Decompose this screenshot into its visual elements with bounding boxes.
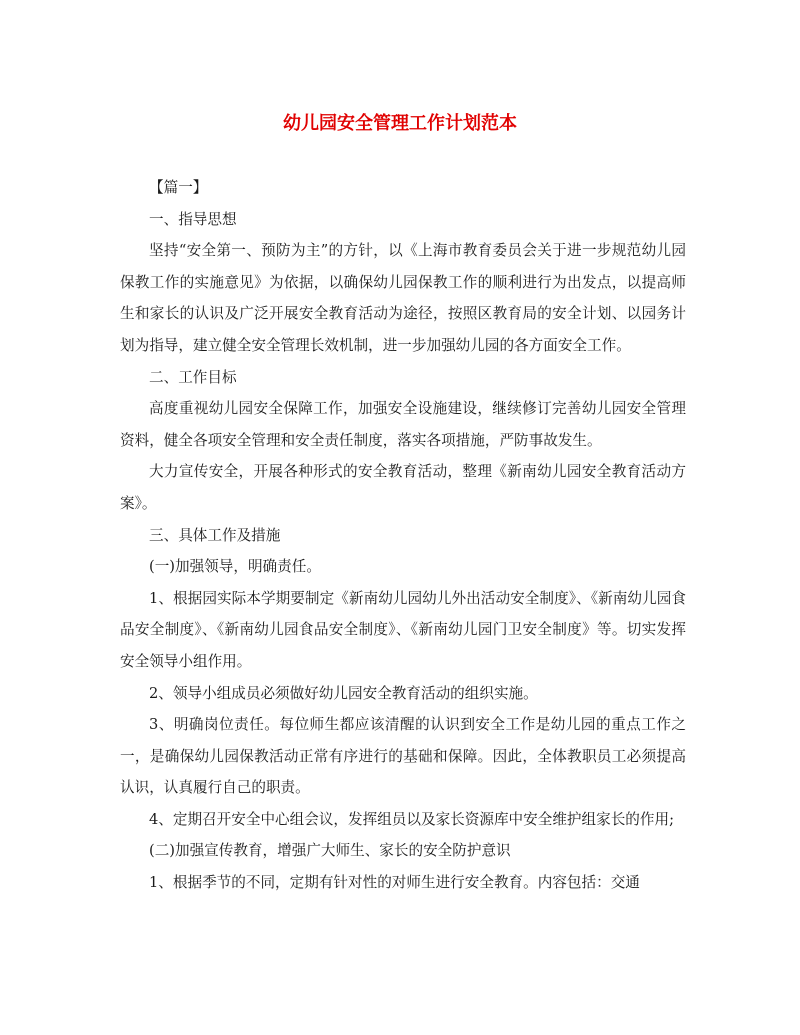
document-title: 幼儿园安全管理工作计划范本 <box>283 113 517 134</box>
section-heading: 二、工作目标 <box>149 368 237 386</box>
paragraph: 3、明确岗位责任。每位师生都应该清醒的认识到安全工作是幼儿园的重点工作之一，是确保幼儿园保教活动正常有序进行的基础和保障。因此，全体教职员工必须提高认识，认真履行自己的职责。 <box>120 716 686 797</box>
paragraph: 坚持“安全第一、预防为主”的方针，以《上海市教育委员会关于进一步规范幼儿园保教工作的实施意见》为依据，以确保幼儿园保教工作的顺利进行为出发点，以提高师生和家长的认识及广泛开展安全教育活动为途径，按照区教育局的安全计划、以园务计划为指导，建立健全安全管理长效机制，进一步加强幼儿园的各方面安全工作。 <box>120 242 686 354</box>
paragraph: 1、根据园实际本学期要制定《新南幼儿园幼儿外出活动安全制度》、《新南幼儿园食品安全制度》、《新南幼儿园食品安全制度》、《新南幼儿园门卫安全制度》等。切实发挥安全领导小组作用。 <box>120 589 686 670</box>
paragraph: 4、定期召开安全中心组会议，发挥组员以及家长资源库中安全维护组家长的作用; <box>149 810 674 828</box>
section-heading: 【篇一】 <box>149 179 208 196</box>
paragraph: 高度重视幼儿园安全保障工作，加强安全设施建设，继续修订完善幼儿园安全管理资料，健全各项安全管理和安全责任制度，落实各项措施，严防事故发生。 <box>120 400 686 449</box>
section-heading: 三、具体工作及措施 <box>149 526 281 544</box>
subsection-heading: (一)加强领导，明确责任。 <box>149 558 321 576</box>
subsection-heading: (二)加强宣传教育，增强广大师生、家长的安全防护意识 <box>149 842 511 860</box>
paragraph: 2、领导小组成员必须做好幼儿园安全教育活动的组织实施。 <box>149 684 538 702</box>
paragraph: 大力宣传安全，开展各种形式的安全教育活动，整理《新南幼儿园安全教育活动方案》。 <box>120 463 686 512</box>
section-heading: 一、指导思想 <box>149 210 237 228</box>
paragraph: 1、根据季节的不同，定期有针对性的对师生进行安全教育。内容包括：交通 <box>149 874 640 892</box>
document-body <box>120 172 686 899</box>
